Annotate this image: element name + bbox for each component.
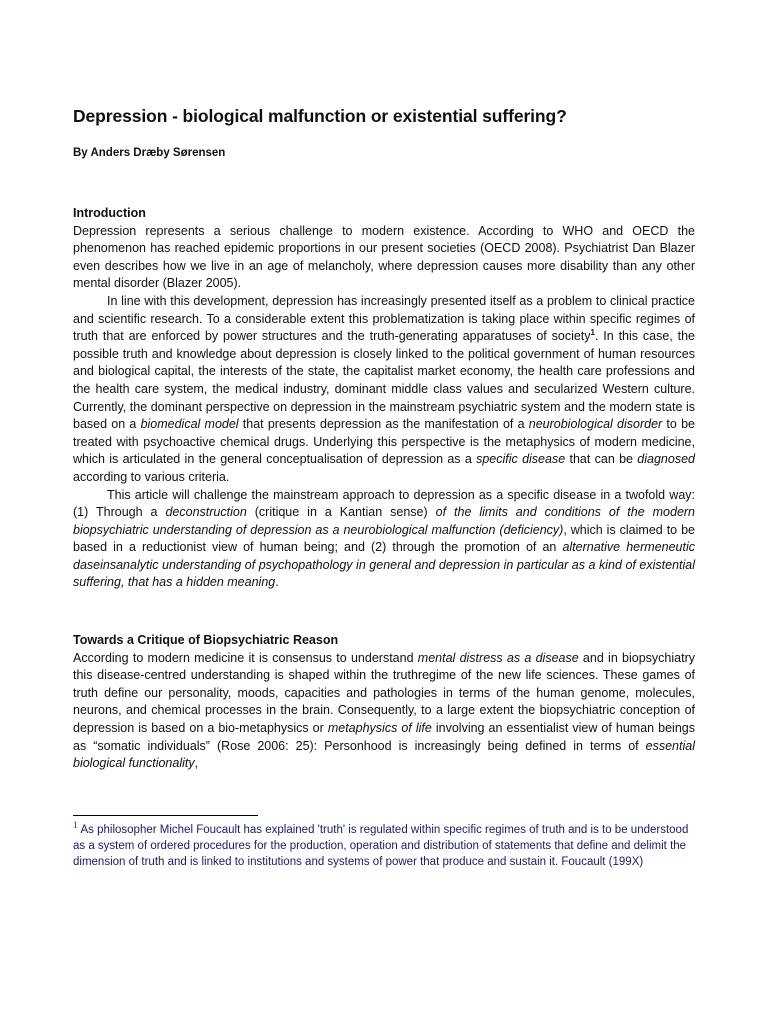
critique-section <box>73 632 695 773</box>
footnote-text: As philosopher Michel Foucault has explained 'truth' is regulated within specific regimes of truth and is to be understood as a system of ordered procedures for the production, operation and distribution of statements that define and delimit the dimension of truth and is linked to institutions and systems of power that produce and sustain it. Foucault (199X) <box>73 824 689 869</box>
emphasis-text: specific disease <box>476 452 566 467</box>
document-title: Depression - biological malfunction or existential suffering? <box>73 106 567 126</box>
author-byline: By Anders Dræby Sørensen <box>73 147 226 159</box>
emphasis-text: alternative hermeneutic daseinsanalytic understanding of psychopathology in general and depression in particular as a kind of existential suffering, that has a hidden meaning <box>73 540 695 590</box>
text-run: according to various criteria. <box>73 469 230 484</box>
text-run: , <box>194 756 199 771</box>
emphasis-text: metaphysics of life <box>327 720 432 735</box>
text-run: This article will challenge the mainstream approach to depression as a specific disease in a twofold way: (1) Through a <box>73 487 695 520</box>
footnote-reference[interactable]: 1 <box>590 328 595 337</box>
text-run: According to modern medicine it is consensus to understand <box>73 650 418 665</box>
introduction-heading: Introduction <box>73 206 146 220</box>
emphasis-text: diagnosed <box>637 452 695 467</box>
text-run: In line with this development, depression has increasingly presented itself as a problem to clinical practice and scientific research. To a considerable extent this problematization is taking place within specific regimes of truth that are enforced by power structures and the truth-generating apparatuses of society <box>73 293 695 344</box>
text-run: (critique in a Kantian sense) <box>246 505 436 520</box>
introduction-section <box>73 205 695 592</box>
footnote-number: 1 <box>73 820 78 831</box>
footnote-separator <box>73 815 258 816</box>
emphasis-text: essential biological functionality <box>73 738 695 771</box>
text-run: to be treated with psychoactive chemical drugs. Underlying this perspective is the metaphysics of modern medicine, which is articulated in the general conceptualisation of depression as a <box>73 417 695 467</box>
emphasis-text: biomedical model <box>140 417 239 432</box>
critique-heading: Towards a Critique of Biopsychiatric Reason <box>73 633 339 647</box>
introduction-paragraph-1: Depression represents a serious challenge to modern existence. According to WHO and OECD the phenomenon has reached epidemic proportions in our present societies (OECD 2008). Psychiatrist Dan Blazer even describes how we live in an age of melancholy, where depression causes more disability than any other mental disorder (Blazer 2005). <box>73 223 695 291</box>
text-run: . In this case, the possible truth and knowledge about depression is closely linked to the political government of human resources and biological capital, the interests of the state, the capitalist market economy, the health care professions and the health care system, the medical industry, dominant middle class values and secularized Western culture. Currently, the dominant perspective on depression in the mainstream psychiatric system and the modern state is based on a <box>73 329 695 432</box>
introduction-paragraph-3 <box>73 487 695 593</box>
text-run: . <box>275 575 279 590</box>
critique-paragraph-1 <box>73 650 695 773</box>
introduction-paragraph-2 <box>73 293 695 487</box>
text-run: involving an essentialist view of human beings as “somatic individuals” (Rose 2006: 25): Personhood is increasingly being defined in terms of <box>73 720 695 753</box>
emphasis-text: deconstruction <box>165 505 247 520</box>
document-page <box>73 104 696 771</box>
emphasis-text: neurobiological disorder <box>528 417 663 432</box>
text-run: , which is claimed to be based in a reductionist view of human being; and (2) through the promotion of an <box>73 522 695 555</box>
emphasis-text: mental distress as a disease <box>417 650 579 665</box>
footnote <box>73 822 693 871</box>
text-run: and in biopsychiatry this disease-centred understanding is shaped within the truthregime of the new life sciences. These games of truth define our personality, moods, capacities and pathologies in terms of the human genome, molecules, neurons, and chemical processes in the brain. Consequently, to a large extent the biopsychiatric conception of depression is based on a bio-metaphysics or <box>73 650 695 735</box>
text-run: that presents depression as the manifestation of a <box>238 417 529 432</box>
emphasis-text: of the limits and conditions of the modern biopsychiatric understanding of depression as a neurobiological malfunction (deficiency) <box>73 505 696 537</box>
text-run: that can be <box>565 452 638 467</box>
